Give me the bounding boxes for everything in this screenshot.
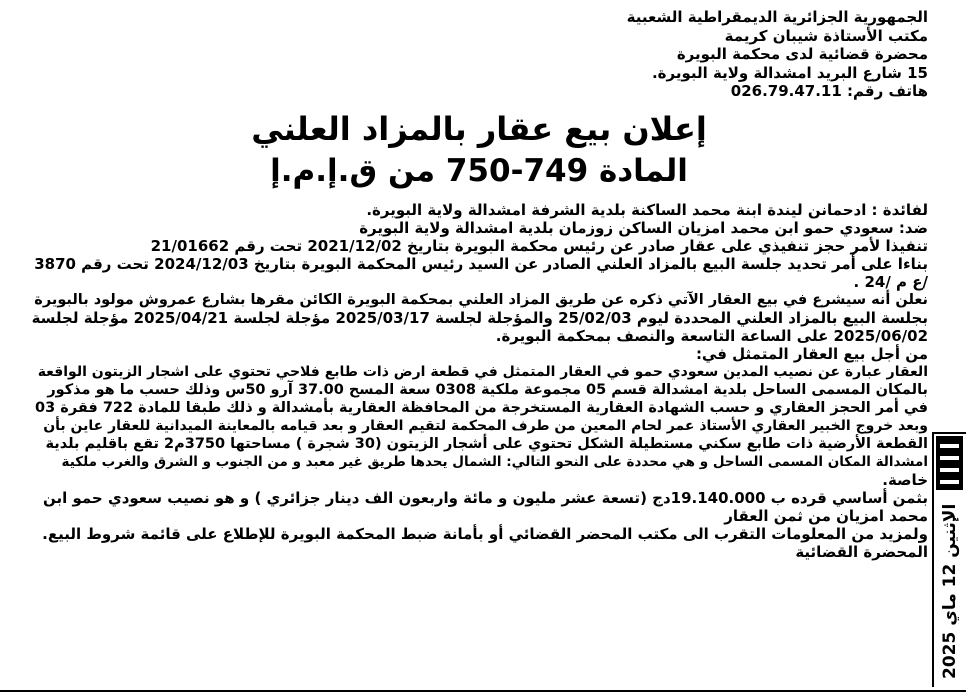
- header-republic: الجمهورية الجزائرية الديمقراطية الشعبية: [626, 8, 928, 26]
- body-line: لفائدة : ادحمانن ليندة ابنة محمد الساكنة بلدية الشرفة امشدالة ولاية البويرة.: [366, 200, 928, 219]
- body-line: نعلن أنه سيشرع في بيع العقار الآتي ذكره عن طريق المزاد العلني بمحكمة البويرة الكائن مقرها بشارع عمروش مولود بالبويرة: [34, 291, 928, 308]
- body-line: ضد: سعودي حمو ابن محمد امزيان الساكن زوزمان بلدية امشدالة ولاية البويرة: [359, 218, 928, 237]
- notice-body: [30, 201, 928, 561]
- body-line: من أجل بيع العقار المتمثل في:: [695, 344, 928, 363]
- body-line: في أمر الحجز العقاري و حسب الشهادة العقارية المستخرجة من المحافظة العقارية بأمشدالة و ذلك طبقا للمادة 722 فقرة 03: [35, 399, 928, 416]
- legal-notice: [30, 8, 928, 688]
- body-line: بناءا على أمر تحديد جلسة البيع بالمزاد العلني الصادر عن السيد رئيس المحكمة البويرة بتاريخ 2024/12/03 تحت رقم 3870: [34, 254, 928, 273]
- notice-header: [30, 8, 928, 101]
- notice-title: إعلان بيع عقار بالمزاد العلني: [251, 109, 707, 148]
- body-line: العقار عبارة عن نصيب المدين سعودي حمو في العقار المتمثل في قطعة ارض ذات طابع فلاحي تحتوي على اشجار الزيتون الواقعة: [37, 363, 928, 380]
- bottom-divider: [0, 690, 966, 692]
- body-line: بالمكان المسمى الساحل بلدية امشدالة قسم 05 مجموعة ملكية 0308 سعة المسح 37.00 آرو 50س وذلك حسب ما هو مذكور: [47, 381, 928, 398]
- body-line: /ع م /24 .: [853, 272, 928, 291]
- newspaper-sidebar: [932, 432, 966, 687]
- body-line: ولمزيد من المعلومات التقرب الى مكتب المحضر القضائي أو بأمانة ضبط المحكمة البويرة للإطلاع على قائمة شروط البيع.: [42, 524, 928, 543]
- newspaper-logo-icon: [936, 436, 963, 490]
- signature-line: المحضرة القضائية: [795, 542, 928, 561]
- body-line: 2025/06/02 على الساعة التاسعة والنصف بمحكمة البويرة.: [495, 326, 928, 345]
- body-line: القطعة الأرضية ذات طابع سكني مستطيلة الشكل تحتوي على أشجار الزيتون (30 شجرة ) مساحتها 3750م2 تقع باقليم بلدية: [45, 435, 928, 452]
- header-phone: هاتف رقم: 026.79.47.11: [730, 82, 928, 100]
- body-line: محمد امزيان من ثمن العقار: [724, 506, 928, 525]
- body-line: امشدالة المكان المسمى الساحل و هي محددة على النحو التالي: الشمال يحدها طريق غير معبد و من الجنوب و الشرق والغرب ملكية: [61, 453, 928, 470]
- body-line: بثمن أساسي قرده ب 19.140.000دج (تسعة عشر مليون و مائة واربعون الف دينار جزائري ) و هو نصيب سعودي حمو ابن: [42, 488, 928, 507]
- issue-date: الإثنين 12 ماي 2025: [940, 503, 960, 679]
- header-office: مكتب الأستاذة شيبان كريمة: [724, 26, 928, 45]
- body-line: بجلسة البيع بالمزاد العلني المحددة ليوم 25/02/03 والمؤجلة لجلسة 2025/03/17 مؤجلة لجلسة 2025/04/21 مؤجلة لجلسة: [31, 308, 928, 327]
- notice-subtitle: المادة 749-750 من ق.إ.م.إ: [270, 152, 688, 189]
- header-address: 15 شارع البريد امشدالة ولاية البويرة.: [651, 63, 928, 82]
- header-bailiff: محضرة قضائية لدى محكمة البويرة: [676, 45, 928, 63]
- body-line: وبعد خروج الخبير العقاري الأستاذ عمر لحام المعين من طرف المحكمة لتقيم العقار و بعد قيامه بالمعاينة الميدانية للعقار عاين بأن: [43, 417, 928, 434]
- body-line: خاصة.: [882, 470, 928, 489]
- body-line: تنفيذا لأمر حجز تنفيذي على عقار صادر عن رئيس محكمة البويرة بتاريخ 2021/12/02 تحت رقم 21/01662: [150, 236, 928, 255]
